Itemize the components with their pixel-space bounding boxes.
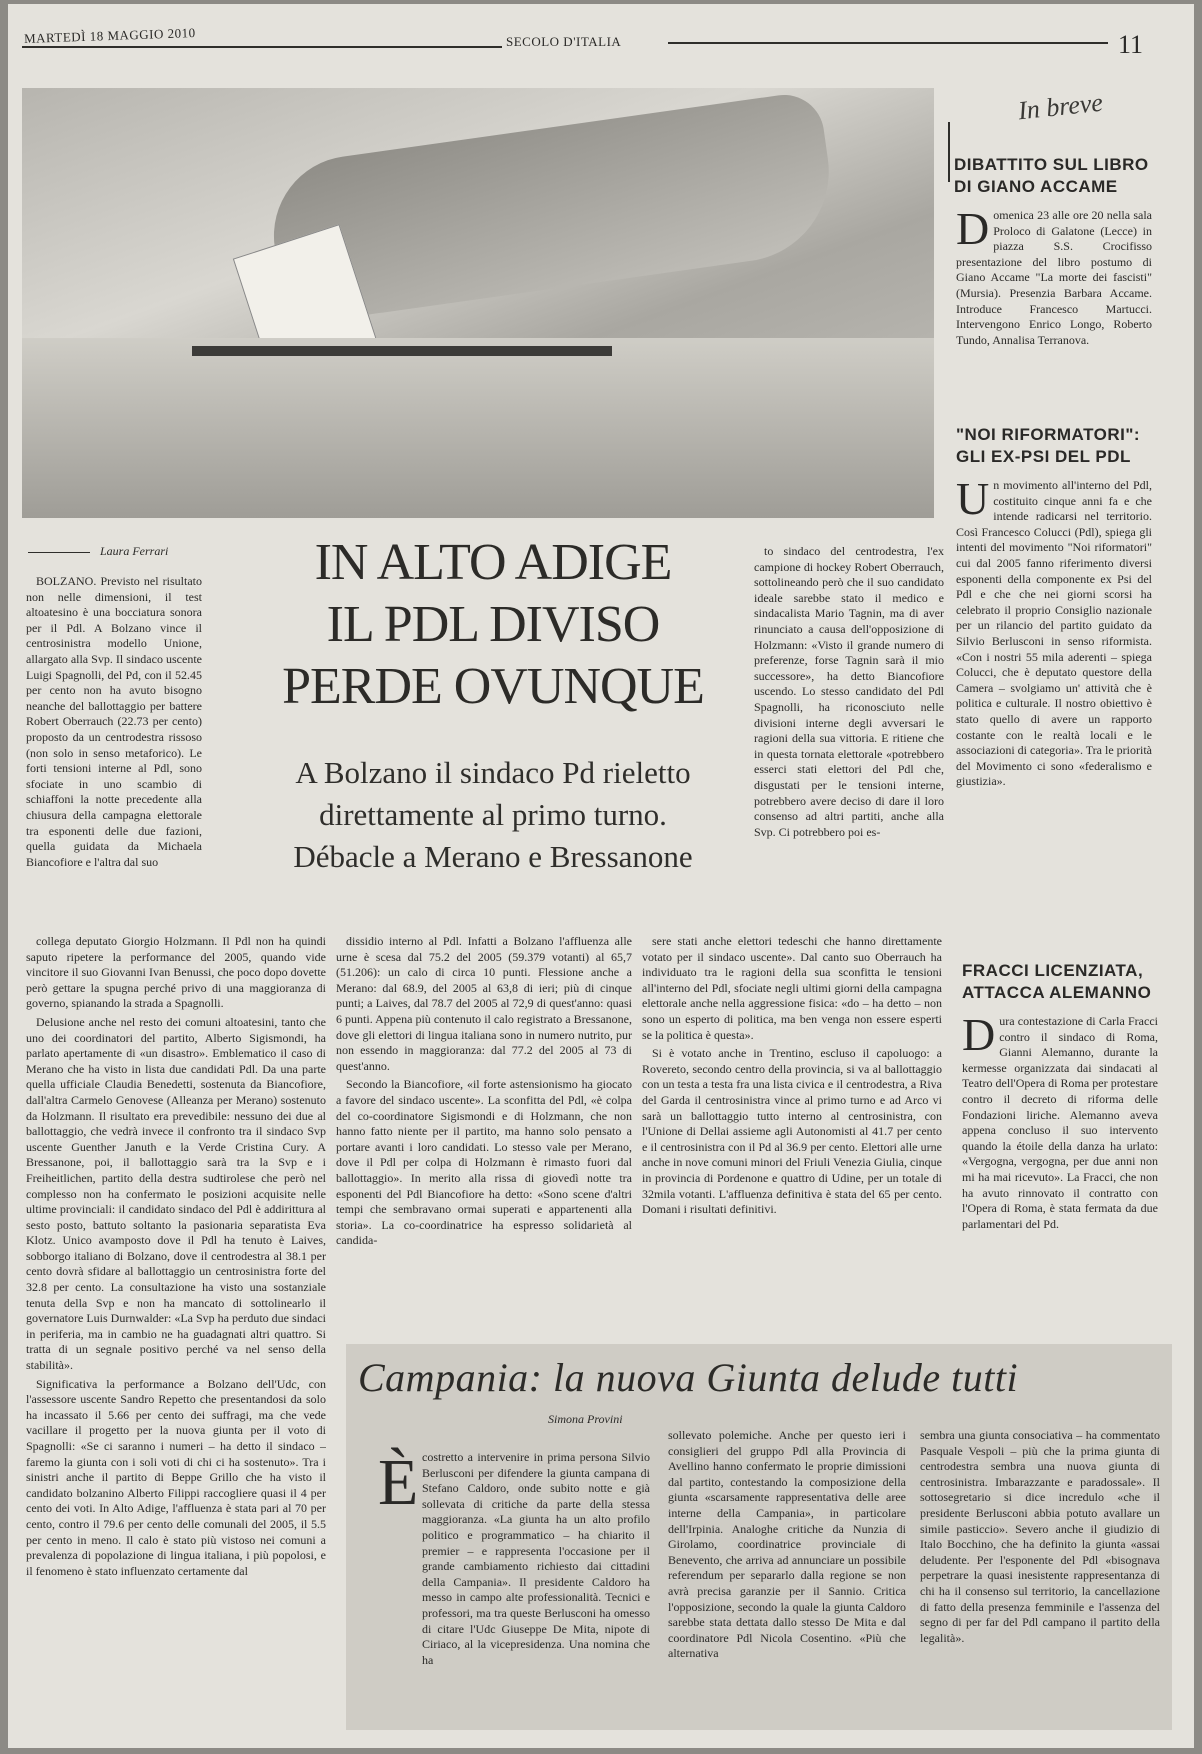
masthead-rule-right — [668, 42, 1108, 44]
main-col2-p1: dissidio interno al Pdl. Infatti a Bolzano l'affluenza alle urne è scesa dal 75.2 del 2005 (59.379 votanti) al 65,7 (51.206): un calo di circa 10 punti. Flessione anche a Merano: dal 68.9, del 2005 al 63,8 di ieri; più di cinque punti; a Laives, dal 78.7 del 2005 al 72,9 di quest'anno: quasi 6 punti. Appena più contenuto il calo registrato a Bressanone, dove gli elettori di lingua italiana sono in numero nutrito, pur non essendo in maggioranza: dal 77.2 del 2005 al 73 di quest'anno. — [336, 934, 632, 1073]
masthead-date: MARTEDÌ 18 MAGGIO 2010 — [23, 25, 196, 46]
deck-line-2: direttamente al primo turno. — [319, 797, 667, 832]
newspaper-page — [8, 4, 1194, 1748]
main-col1-bottom — [26, 934, 326, 1722]
main-col2 — [336, 934, 632, 1314]
ballot-box-shape — [22, 338, 934, 518]
campania-col1 — [422, 1450, 650, 1720]
masthead-rule-left — [22, 46, 502, 48]
brief-2-title-line-2: GLI EX-PSI DEL PDL — [956, 447, 1131, 466]
main-col3-top-text: to sindaco del centrodestra, l'ex campione di hockey Robert Oberrauch, sottolineando però che il suo candidato ideale sarebbe stato il medico e sindacalista Mario Tagnin, ma di aver rinunciato a causa dell'opposizione di Holzmann: «Visto il grande numero di preferenze, forse Tagnin sarà il mio successore», ha detto Biancofiore uscendo. Lo stesso candidato del Pdl Spagnolli, ha riconosciuto nelle divisioni interne degli avversari le ragioni della sua vittoria. E ritiene che in questa tornata elettorale «potrebbero esserci stati elettori del Pdl che, disgustati per le tensioni interne, potrebbero avere deciso di dare il loro consenso ad altri partiti, anche alla Svp. Ci potrebbero poi es- — [754, 544, 944, 839]
masthead-paper: SECOLO D'ITALIA — [506, 34, 622, 49]
main-col1-top-text: BOLZANO. Previsto nel risultato non nelle dimensioni, il test altoatesino è una bocciatura sonora per il Pdl. A Bolzano vince il centrosinistra modello Unione, allargato alla Svp. Il sindaco uscente Luigi Spagnolli, del Pd, con il 52.45 per cento non ha avuto bisogno neanche del ballottaggio per battere Robert Oberrauch (22.73 per cento) proposto da un centrodestra rissoso (non solo in senso metaforico). Le forti tensioni interne al Pdl, sono sfociate in uno scambio di schiaffoni la notte precedente alla chiusura della campagna elettorale tra esponenti delle due fazioni, quella guidata da Michaela Biancofiore e l'altra dal suo — [26, 574, 202, 869]
main-col2-p2: Secondo la Biancofiore, «il forte astensionismo ha giocato a favore del sindaco uscente». La sconfitta del Pdl, «è colpa del co-coordinatore Sigismondi e di Holzmann, che non hanno fatto niente per il partito, ma hanno solo pensato a portare avanti i loro candidati. Lo stesso vale per Merano, dove il Pdl per colpa di Holzmann è rimasto fuori dal ballottaggio». In merito alla rissa di giovedì notte tra esponenti del Pdl Biancofiore ha detto: «Sono scene d'altri tempi che sembravano ormai superati e appartenenti alla storia». La co-coordinatrice ha espresso solidarietà al candida- — [336, 1077, 632, 1248]
brief-1-body: omenica 23 alle ore 20 nella sala Proloco di Galatone (Lecce) in piazza S.S. Crocifisso presentazione del libro postumo di Giano Accame "La morte dei fascisti" (Mursia). Presenzia Barbara Accame. Introduce Francesco Martucci. Intervengono Enrico Longo, Roberto Tundo, Annalisa Terranova. — [956, 208, 1152, 347]
brief-3-title-line-1: FRACCI LICENZIATA, — [962, 961, 1144, 980]
brief-2-body: n movimento all'interno del Pdl, costituito cinque anni fa e che intende radicarsi nel territorio. Così Francesco Colucci (Pdl), spiega gli intenti del movimento "Noi riformatori" cui dal 2005 fanno riferimento diversi esponenti della componente ex Psi del Pdl e che che nei giorni scorsi ha celebrato il proprio Consiglio nazionale per un rilancio del partito guidato da Silvio Berlusconi in senso riformista. «Con i nostri 55 mila aderenti – spiega Colucci, che è deputato questore della Camera – svolgiamo un' attività che è politica e culturale. Il nostro obiettivo è stato quello di avere un rapporto costante con le realtà locali e le associazioni di categoria». Tra le priorità del Movimento ci sono «federalismo e giustizia». — [956, 478, 1152, 789]
main-col1-p1: collega deputato Giorgio Holzmann. Il Pdl non ha quindi saputo ripetere la performance del 2005, quando vide vincitore il suo Giovanni Ivan Benussi, che poco dopo dovette però gettare la spugna perché privo di una maggioranza di governo, spianando la strada a Spagnolli. — [26, 934, 326, 1011]
main-col3-top — [754, 544, 944, 934]
brief-2-dropcap: U — [956, 478, 990, 524]
ballot-slot-shape — [192, 346, 612, 356]
campania-title: Campania: la nuova Giunta delude tutti — [358, 1355, 1019, 1400]
main-col1-p3: Significativa la performance a Bolzano dell'Udc, con l'assessore uscente Sandro Repetto che presentandosi da solo ha incassato il 5.66 per cento dei suffragi, ma che vede vacillare il progetto per la nuova giunta per il voto di Spagnolli: «Se ci saranno i numeri – ha detto il sindaco – faremo la giunta con i soli voti di chi ci ha sostenuto». Tra i sinistri anche il partito di Beppe Grillo che ha visto il candidato bolzanino Alberto Filippi raccogliere quasi il 4 per cento dei voti. In Alto Adige, l'affluenza è stata pari al 70 per cento, contro il 79.6 per cento delle comunali del 2005, il 5.5 per cento in meno. Il calo è stato più vistoso nei comuni a prevalenza di popolazione di lingua italiana, i più popolosi, e il fenomeno è stato influenzato certamente dal — [26, 1376, 326, 1578]
campania-col1-text: costretto a intervenire in prima persona Silvio Berlusconi per difendere la giunta campana di Stefano Caldoro, onde subito notte e già sollevata di critiche da parte della stessa maggioranza. «La giunta ha un alto profilo politico e programmatico – ha chiarito il premier – e rappresenta l'occasione per il grande cambiamento richiesto dai cittadini della Campania». Il presidente Caldoro ha messo in campo alte professionalità. Tecnici e professori, ma tra queste Berlusconi ha omesso di citare l'Udc Giuseppe De Mita, nipote di Ciriaco, al la vicepresidenza. Una nomina che ha — [422, 1450, 650, 1667]
headline-line-3: PERDE OVUNQUE — [282, 658, 704, 715]
deck-line-1: A Bolzano il sindaco Pd rieletto — [295, 755, 691, 790]
campania-col3 — [920, 1428, 1160, 1720]
campania-col3-text: sembra una giunta consociativa – ha commentato Pasquale Vespoli – più che la prima giunta di centrodestra sembra una nuova giunta di centrosinistra. Imbarazzante e paradossale». Il sottosegretario si dice incredulo «che il presidente Berlusconi abbia potuto avallare un simile pasticcio». Severo anche il giudizio di Italo Bocchino, che ha definito la giunta «assai deludente. Per l'esponente del Pdl «bisognava perpetrare la quasi inesistente rappresentanza di chi ha il consenso sul territorio, la cancellazione di fatto della presenza femminile e l'assenza del segno di per far del Pdl campano il partito della legalità». — [920, 1428, 1160, 1645]
brief-3-body: ura contestazione di Carla Fracci contro il sindaco di Roma, Gianni Alemanno, durante la kermesse organizzata dai sindacati al Teatro dell'Opera di Roma per protestare contro il decreto di riforma delle Fondazioni liriche. Alemanno aveva appena concluso il suo intervento quando la étoile della danza ha urlato: «Vergogna, vergogna, per due anni non mi ha mai ricevuto». La Fracci, che non ha avuto rinnovato il contratto con l'Opera di Roma, è stata fermata da due parlamentari del Pd. — [962, 1014, 1158, 1231]
brief-1-title-line-1: DIBATTITO SUL LIBRO — [954, 155, 1149, 174]
campania-byline: Simona Provini — [548, 1412, 623, 1426]
main-col3-p2: Si è votato anche in Trentino, escluso il capoluogo: a Rovereto, secondo centro della provincia, si va al ballottaggio con un testa a testa fra una lista civica e il centrodestra, a Riva del Garda il centrosinistra vince al primo turno e ad Arco vi sarà un ballottaggio tutto interno al centrosinistra, con l'Unione di Dellai assieme agli Autonomisti al 41.7 per cento e il centrosinistra con il Pd al 36.9 per cento. Elettori alle urne anche in nove comuni minori del Friuli Venezia Giulia, cinque in provincia di Pordenone e quattro di Udine, per un totale di 32mila votanti. L'affluenza definitiva è stata del 65 per cento. Domani i risultati definitivi. — [642, 1046, 942, 1217]
brief-2-title-line-1: "NOI RIFORMATORI": — [956, 425, 1141, 444]
main-headline — [208, 532, 778, 718]
brief-2-title — [956, 424, 1186, 468]
main-col3-bottom — [642, 934, 942, 1314]
main-byline: Laura Ferrari — [100, 544, 169, 558]
page-number: 11 — [1118, 30, 1144, 59]
brief-3-title-line-2: ATTACCA ALEMANNO — [962, 983, 1152, 1002]
main-deck — [213, 752, 773, 878]
campania-col2 — [668, 1428, 906, 1720]
campania-dropcap: È — [378, 1446, 419, 1519]
main-col1-p2: Delusione anche nel resto dei comuni altoatesini, tanto che uno dei coordinatori del partito, Alberto Sigismondi, ha parlato apertamente di «un disastro». Emblematico il caso di Merano che ha visto in lista due candidati Pdl. Da una parte quella ufficiale Claudia Benedetti, sostenuta da Biancofiore, dall'altra Carmelo Genovese (Alleanza per Merano) sostenuto da Holzmann. Il risultato era prevedibile: nessuno dei due al ballottaggio, che vedrà invece il confronto tra il sindaco Svp uscente Guenther Januth e la Verde Cristina Cury. A Bressanone, poi, il ballottaggio sarà tra la Svp e i Freiheitlichen, partito della destra sudtirolese che però nel complesso non ha confermato le posizioni acquisite nelle ultime provinciali: il candidato sindaco del Pdl è addirittura al sesto posto, battuto soltanto la pasionaria separatista Eva Klotz. Unico avamposto dove il Pdl ha tenuto è Laives, sobborgo italiano di Bolzano, dove il centrodestra al 38.1 per cento dovrà sfidare al ballottaggio un centrosinistra forte del 32.8 per cento. La consultazione ha visto una sostanziale tenuta della Svp e non ha mancato di sottolinearlo il governatore Luis Durnwalder: «La Svp ha perduto due sindaci in periferia, ma in cambio ne ha guadagnati altri quattro. Si tratta di un segnale positivo perché va nel senso della stabilità». — [26, 1014, 326, 1373]
brief-3-dropcap: D — [962, 1014, 996, 1060]
sidebar-rule — [948, 122, 950, 182]
headline-line-2: IL PDL DIVISO — [326, 596, 660, 653]
brief-3-text — [962, 1014, 1158, 1314]
brief-1-title-line-2: DI GIANO ACCAME — [954, 177, 1118, 196]
in-breve-label: In breve — [1016, 87, 1105, 126]
campania-col2-text: sollevato polemiche. Anche per questo ieri i consiglieri del gruppo Pdl alla Provincia di Avellino hanno confermato le proprie dimissioni dal partito, contestando la composizione della giunta «scarsamente rappresentativa delle aree interne della Campania», in particolare dell'Irpinia. Analoghe critiche da Nunzia di Girolamo, coordinatrice provinciale di Benevento, che arriva ad annunciare un possibile referendum per separarlo dalla regione se non avrà precisa garanzie per il Sannio. Critica l'opposizione, secondo la quale la giunta Caldoro sarebbe stata dettata dallo stesso De Mita e dal coordinatore Pdl Nicola Cosentino. «Più che alternativa — [668, 1428, 906, 1661]
brief-1-text — [956, 208, 1152, 404]
brief-2-text — [956, 478, 1152, 940]
ballot-box-photo — [22, 88, 934, 518]
main-col3-p1: sere stati anche elettori tedeschi che hanno direttamente votato per il sindaco uscente». Dal canto suo Oberrauch ha individuato tra le ragioni della sua sconfitta le tensioni all'interno del Pdl, sfociate negli ultimi giorni della campagna elettorale anche nella aggressione fisica: «do – ha detto – non sono un esperto di politica, ma ben venga non essere esperti se la politica è questa». — [642, 934, 942, 1042]
brief-3-title — [962, 960, 1192, 1004]
byline-rule — [28, 552, 90, 553]
deck-line-3: Débacle a Merano e Bressanone — [293, 839, 693, 874]
brief-1-dropcap: D — [956, 208, 990, 254]
brief-1-title — [954, 154, 1184, 198]
main-col1-top — [26, 574, 202, 934]
headline-line-1: IN ALTO ADIGE — [314, 534, 672, 591]
